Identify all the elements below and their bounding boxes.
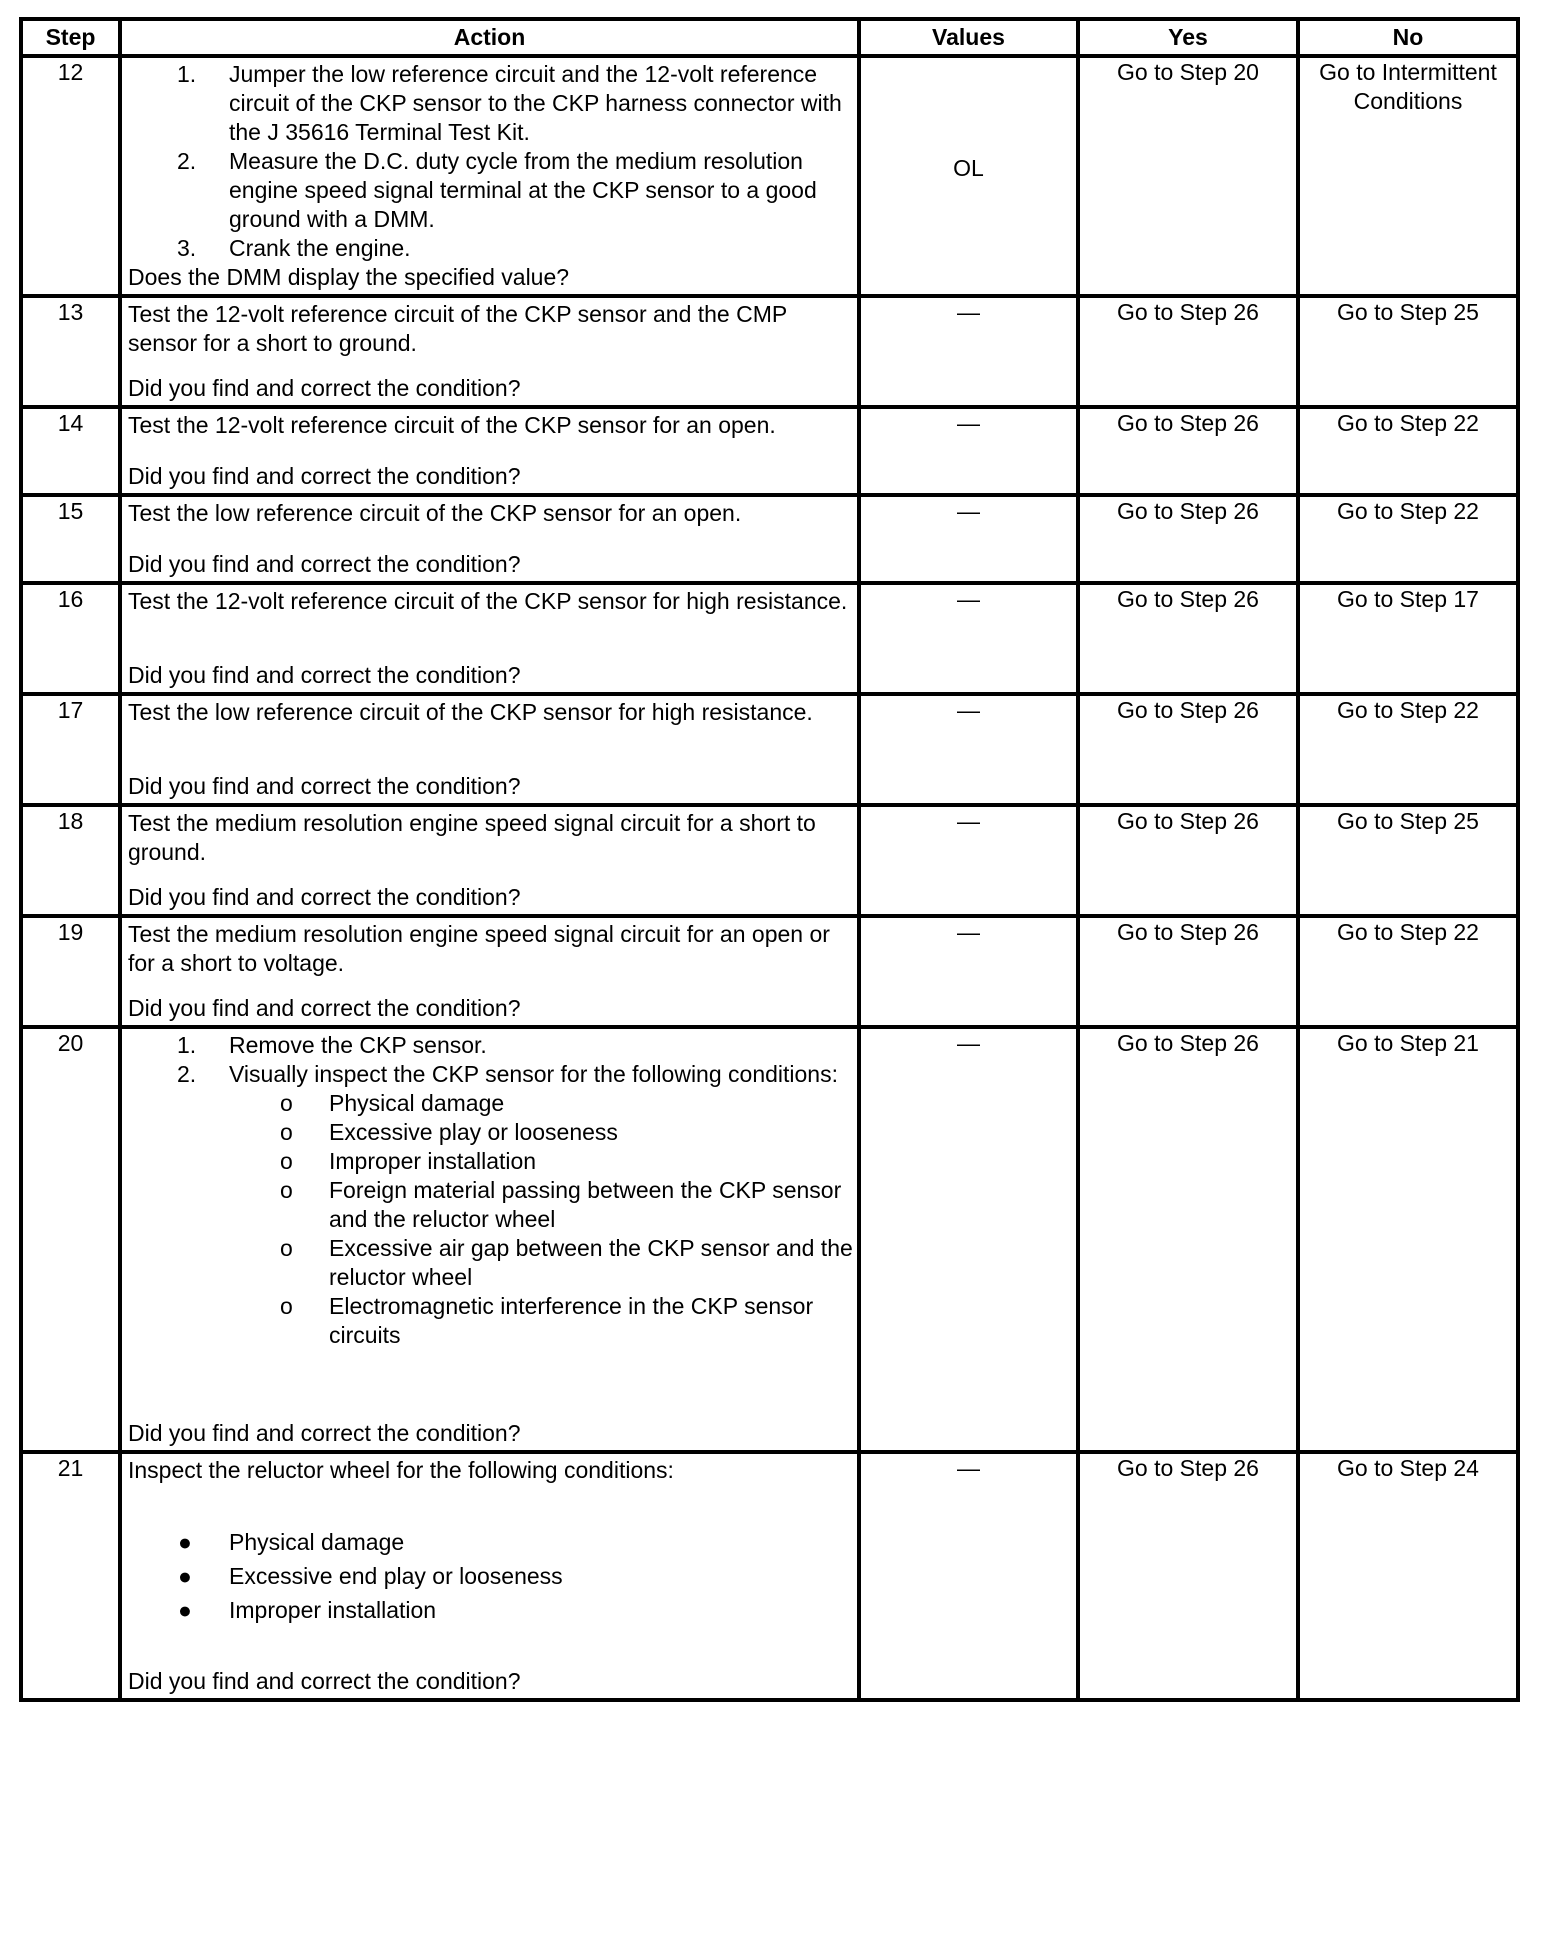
action-question: Did you find and correct the condition? (128, 995, 521, 1021)
list-item-text: Improper installation (229, 1597, 437, 1623)
table-row (21, 407, 1518, 495)
list-item: 2. Visually inspect the CKP sensor for the following conditions: o Physical damage o Excessive play or looseness o Improper installation o Foreign material passing between the CKP sensor and the reluctor wheel o Excessive air gap between the CKP sensor and the reluctor wheel o Electromagnetic interference in the CKP sensor circuits (177, 1061, 853, 1348)
action-text: Test the low reference circuit of the CKP sensor for high resistance. (128, 699, 813, 725)
sub-list-item-text: Excessive play or looseness (329, 1119, 618, 1145)
step-number: 15 (21, 495, 120, 583)
yes-link: Go to Step 20 (1078, 56, 1298, 296)
sub-list-item: o Foreign material passing between the CKP sensor and the reluctor wheel (280, 1177, 842, 1232)
values-cell: — (859, 694, 1078, 805)
action-question: Did you find and correct the condition? (128, 884, 521, 910)
no-link: Go to Step 21 (1298, 1027, 1518, 1452)
sub-list-item-text: Electromagnetic interference in the CKP sensor circuits (329, 1293, 814, 1348)
list-item: 3. Crank the engine. (177, 235, 411, 261)
sub-list-item: o Electromagnetic interference in the CKP sensor circuits (280, 1293, 814, 1348)
list-item: 2. Measure the D.C. duty cycle from the medium resolution engine speed signal terminal at the CKP sensor to a good ground with a DMM. (177, 148, 817, 232)
yes-link: Go to Step 26 (1078, 495, 1298, 583)
step-number: 18 (21, 805, 120, 916)
action-text: Test the low reference circuit of the CKP sensor for an open. (128, 500, 742, 526)
step-number: 14 (21, 407, 120, 495)
values-cell: — (859, 583, 1078, 694)
no-link: Go to Step 25 (1298, 805, 1518, 916)
action-text: Test the 12-volt reference circuit of the CKP sensor for high resistance. (128, 588, 848, 614)
no-link: Go to Step 22 (1298, 495, 1518, 583)
action-text: Test the medium resolution engine speed signal circuit for an open or for a short to voltage. (128, 921, 830, 976)
no-link: Go to Step 25 (1298, 296, 1518, 407)
list-item-text: Measure the D.C. duty cycle from the medium resolution engine speed signal terminal at the CKP sensor to a good ground with a DMM. (229, 148, 817, 232)
header-values: Values (859, 19, 1078, 56)
sub-list-item: o Excessive air gap between the CKP sensor and the reluctor wheel (280, 1235, 853, 1290)
action-cell (120, 805, 859, 916)
list-item: ● Improper installation (178, 1597, 437, 1623)
bullet-list (128, 1525, 853, 1627)
action-question: Did you find and correct the condition? (128, 773, 521, 799)
step-number: 17 (21, 694, 120, 805)
header-action: Action (120, 19, 859, 56)
step-number: 12 (21, 56, 120, 296)
sub-list-item-text: Physical damage (329, 1090, 505, 1116)
yes-link: Go to Step 26 (1078, 1027, 1298, 1452)
no-link: Go to Step 22 (1298, 407, 1518, 495)
values-cell: — (859, 1452, 1078, 1700)
action-cell (120, 1452, 859, 1700)
list-item-text: Physical damage (229, 1529, 405, 1555)
sub-list-item: o Excessive play or looseness (280, 1119, 618, 1145)
list-item-text: Jumper the low reference circuit and the 12-volt reference circuit of the CKP sensor to the CKP harness connector with the J 35616 Terminal Test Kit. (229, 61, 842, 145)
step-number: 16 (21, 583, 120, 694)
sub-list (229, 1089, 853, 1350)
action-text: Test the 12-volt reference circuit of the CKP sensor and the CMP sensor for a short to ground. (128, 301, 787, 356)
numbered-list (128, 60, 853, 263)
action-question: Did you find and correct the condition? (128, 463, 521, 489)
values-cell: — (859, 407, 1078, 495)
header-step: Step (21, 19, 120, 56)
action-cell (120, 495, 859, 583)
table-row (21, 495, 1518, 583)
action-text: Test the 12-volt reference circuit of the CKP sensor for an open. (128, 412, 776, 438)
sub-list-item-text: Excessive air gap between the CKP sensor and the reluctor wheel (329, 1235, 853, 1290)
sub-list-item: o Physical damage (280, 1090, 505, 1116)
yes-link: Go to Step 26 (1078, 583, 1298, 694)
values-cell: — (859, 805, 1078, 916)
action-cell (120, 583, 859, 694)
no-link: Go to Step 24 (1298, 1452, 1518, 1700)
values-cell: — (859, 495, 1078, 583)
action-cell (120, 916, 859, 1027)
step-number: 13 (21, 296, 120, 407)
list-item-text: Remove the CKP sensor. (229, 1032, 487, 1058)
list-item: 1. Jumper the low reference circuit and the 12-volt reference circuit of the CKP sensor to the CKP harness connector with the J 35616 Terminal Test Kit. (177, 61, 842, 145)
yes-link: Go to Step 26 (1078, 916, 1298, 1027)
values-cell: — (859, 916, 1078, 1027)
action-text: Inspect the reluctor wheel for the following conditions: (128, 1457, 674, 1483)
action-question: Did you find and correct the condition? (128, 1420, 521, 1446)
table-row (21, 805, 1518, 916)
action-question: Did you find and correct the condition? (128, 551, 521, 577)
no-link: Go to Step 22 (1298, 916, 1518, 1027)
values-cell: OL (859, 56, 1078, 296)
table-row (21, 916, 1518, 1027)
values-cell: — (859, 1027, 1078, 1452)
no-link: Go to Step 22 (1298, 694, 1518, 805)
table-row (21, 694, 1518, 805)
action-cell (120, 694, 859, 805)
list-item: ● Physical damage (178, 1529, 405, 1555)
yes-link: Go to Step 26 (1078, 805, 1298, 916)
step-number: 21 (21, 1452, 120, 1700)
sub-list-item-text: Foreign material passing between the CKP sensor and the reluctor wheel (329, 1177, 842, 1232)
no-link: Go to Intermittent Conditions (1298, 56, 1518, 296)
header-row (21, 19, 1518, 56)
values-cell: — (859, 296, 1078, 407)
numbered-list (128, 1031, 853, 1350)
yes-link: Go to Step 26 (1078, 407, 1298, 495)
action-cell (120, 296, 859, 407)
sub-list-item-text: Improper installation (329, 1148, 537, 1174)
header-no: No (1298, 19, 1518, 56)
action-text: Test the medium resolution engine speed signal circuit for a short to ground. (128, 810, 816, 865)
action-cell (120, 1027, 859, 1452)
list-item-text: Excessive end play or looseness (229, 1563, 563, 1589)
action-question: Did you find and correct the condition? (128, 1668, 521, 1694)
list-item-text: Crank the engine. (229, 235, 411, 261)
yes-link: Go to Step 26 (1078, 296, 1298, 407)
table-row (21, 296, 1518, 407)
yes-link: Go to Step 26 (1078, 694, 1298, 805)
list-item-text: Visually inspect the CKP sensor for the following conditions: (229, 1061, 838, 1087)
action-cell (120, 56, 859, 296)
action-cell (120, 407, 859, 495)
table-row (21, 1452, 1518, 1700)
action-question: Did you find and correct the condition? (128, 375, 521, 401)
no-link: Go to Step 17 (1298, 583, 1518, 694)
step-number: 19 (21, 916, 120, 1027)
list-item: 1. Remove the CKP sensor. (177, 1032, 487, 1058)
diagnostic-table (19, 17, 1520, 1702)
yes-link: Go to Step 26 (1078, 1452, 1298, 1700)
table-row (21, 56, 1518, 296)
list-item: ● Excessive end play or looseness (178, 1563, 563, 1589)
header-yes: Yes (1078, 19, 1298, 56)
action-question: Did you find and correct the condition? (128, 662, 521, 688)
table-row (21, 583, 1518, 694)
action-question: Does the DMM display the specified value? (128, 264, 570, 290)
step-number: 20 (21, 1027, 120, 1452)
table-row (21, 1027, 1518, 1452)
sub-list-item: o Improper installation (280, 1148, 537, 1174)
